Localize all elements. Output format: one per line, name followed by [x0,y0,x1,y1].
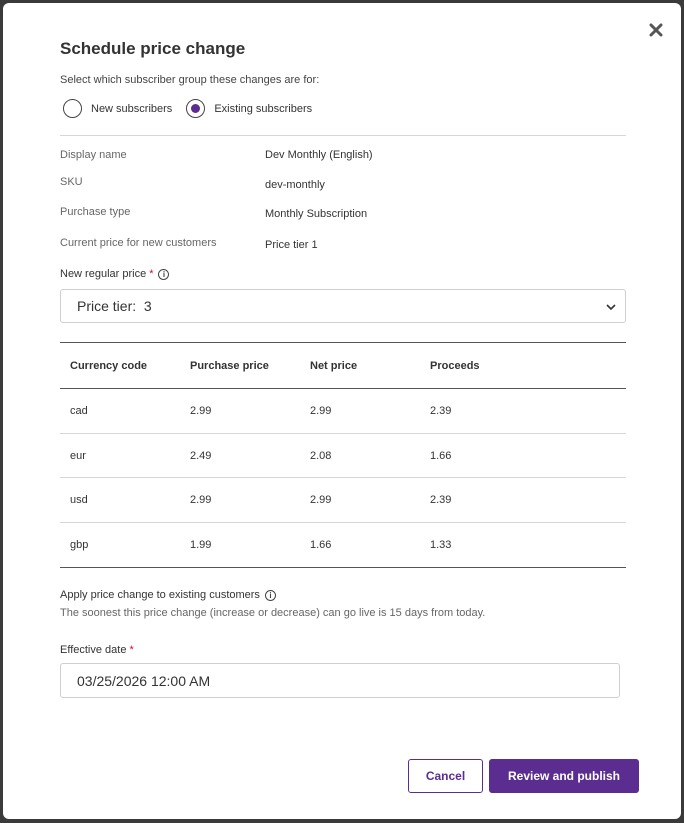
table-cell: 2.99 [190,404,212,417]
new-price-label-text: New regular price [60,268,147,280]
column-header: Net price [310,359,358,372]
table-cell: 2.08 [310,449,332,462]
cancel-button[interactable]: Cancel [408,759,483,793]
subscriber-group-radio-group [63,99,326,118]
table-cell: eur [70,449,86,462]
effective-date-label [60,644,134,656]
radio-new-subscribers[interactable] [63,99,172,118]
detail-row-display-name [60,149,620,161]
table-row [60,389,626,434]
table-cell: 2.49 [190,449,212,462]
detail-row-sku [60,176,620,191]
detail-row-current-price [60,237,620,251]
detail-row-purchase-type [60,206,620,220]
table-cell: gbp [70,538,89,551]
effective-date-label-text: Effective date [60,644,127,656]
required-marker: * [149,268,154,280]
detail-value: Monthly Subscription [265,208,368,220]
radio-button[interactable] [63,99,82,118]
table-cell: 2.39 [430,404,452,417]
dialog-subtitle: Select which subscriber group these changes are for: [60,74,320,86]
table-cell: 2.99 [310,494,332,507]
required-marker: * [129,644,134,656]
table-cell: 2.39 [430,494,452,507]
apply-existing-customers-label [60,589,276,601]
table-row [60,433,626,478]
detail-key: Current price for new customers [60,237,217,249]
detail-value: Dev Monthly (English) [265,149,373,161]
effective-date-input[interactable] [60,663,620,698]
dialog-title: Schedule price change [60,39,246,58]
detail-key: SKU [60,176,83,188]
table-row [60,478,626,523]
column-header: Purchase price [190,359,269,372]
table-cell: 1.33 [430,538,452,551]
table-cell: 1.66 [310,538,332,551]
table-row [60,523,626,568]
table-cell: 1.99 [190,538,212,551]
column-header: Proceeds [430,359,480,372]
detail-key: Display name [60,149,127,161]
table-cell: 1.66 [430,449,452,462]
apply-label-text: Apply price change to existing customers [60,589,260,601]
apply-note: The soonest this price change (increase or decrease) can go live is 15 days from today. [60,607,486,619]
divider [60,135,626,136]
detail-key: Purchase type [60,206,131,218]
radio-button-checked[interactable] [186,99,205,118]
price-tier-selected-value: Price tier: 3 [77,298,152,314]
schedule-price-change-dialog [3,3,681,819]
close-icon[interactable] [649,23,663,37]
info-icon[interactable]: i [158,269,169,280]
effective-date-value: 03/25/2026 12:00 AM [77,672,211,689]
table-cell: 2.99 [190,494,212,507]
review-and-publish-button[interactable]: Review and publish [489,759,639,793]
new-price-label [60,268,169,280]
table-cell: usd [70,494,88,507]
radio-existing-subscribers[interactable] [186,99,312,118]
column-header: Currency code [70,359,148,372]
info-icon[interactable]: i [265,590,276,601]
detail-value: Price tier 1 [265,239,318,251]
detail-value: dev-monthly [265,179,325,191]
table-cell: cad [70,404,88,417]
table-header-row [60,343,626,389]
chevron-down-icon [606,302,616,312]
radio-label: Existing subscribers [214,102,313,115]
table-cell: 2.99 [310,404,332,417]
price-tier-select[interactable] [60,289,626,323]
price-table [60,342,626,568]
radio-label: New subscribers [91,102,173,115]
